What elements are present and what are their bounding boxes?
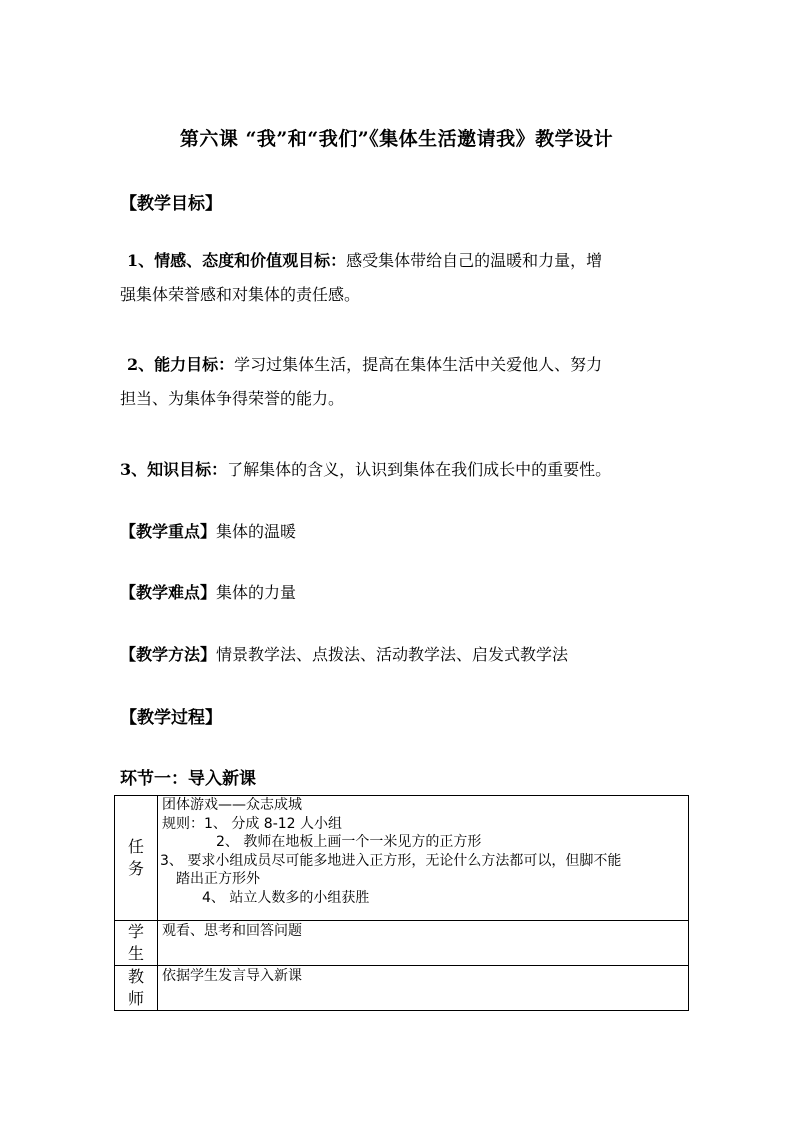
goal-3-text: 了解集体的含义，认识到集体在我们成长中的重要性。 (227, 460, 612, 479)
teacher-label-char-2: 师 (127, 989, 144, 1008)
task-line-5: 踏出正方形外 (176, 871, 260, 887)
key-point-label: 【教学重点】 (120, 522, 217, 541)
task-line-4: 3、 要求小组成员尽可能多地进入正方形，无论什么方法都可以，但脚不能 (160, 852, 622, 869)
teacher-content-cell (158, 966, 689, 1011)
task-label-cell (115, 796, 158, 921)
goal-2-text-line1: 学习过集体生活，提高在集体生活中关爱他人、努力 (234, 355, 603, 374)
task-line-2: 规则：1、 分成 8-12 人小组 (162, 815, 343, 832)
goal-2 (120, 348, 680, 416)
table-row-student (115, 921, 689, 966)
goal-2-label: 2、能力目标： (127, 355, 235, 374)
key-point-text: 集体的温暖 (216, 522, 297, 541)
lesson-flow-table (114, 795, 689, 1011)
table-row-teacher (115, 966, 689, 1011)
method (120, 642, 568, 665)
task-line-3: 2、 教师在地板上画一个一米见方的正方形 (216, 834, 482, 850)
table-row-task (115, 796, 689, 921)
task-line-1: 团体游戏——众志成城 (162, 797, 302, 813)
difficulty-label: 【教学难点】 (120, 583, 217, 602)
student-label-cell (115, 921, 158, 966)
task-content-cell (158, 796, 689, 921)
document-title: 第六课 “我”和“我们”《集体生活邀请我》教学设计 (179, 128, 614, 150)
student-label-char-2: 生 (127, 944, 144, 963)
goal-3-label: 3、知识目标： (120, 460, 228, 479)
teacher-label-cell (115, 966, 158, 1011)
task-label-char-1: 任 (127, 837, 144, 856)
teacher-label-char-1: 教 (127, 967, 144, 986)
task-label-char-2: 务 (127, 859, 144, 878)
student-content-cell (158, 921, 689, 966)
student-line-1: 观看、思考和回答问题 (162, 923, 302, 939)
stage1-heading: 环节一：导入新课 (120, 769, 256, 789)
method-text: 情景教学法、点拨法、活动教学法、启发式教学法 (216, 645, 569, 664)
goal-1-text-line1: 感受集体带给自己的温暖和力量，增 (346, 251, 603, 270)
teacher-line-1: 依据学生发言导入新课 (162, 968, 302, 984)
goal-1-text-line2: 强集体荣誉感和对集体的责任感。 (120, 285, 361, 304)
goal-2-text-line2: 担当、为集体争得荣誉的能力。 (120, 389, 345, 408)
goal-3 (120, 457, 611, 480)
method-label: 【教学方法】 (120, 645, 217, 664)
process-heading: 【教学过程】 (120, 708, 222, 728)
student-label-char-1: 学 (127, 922, 144, 941)
difficulty-text: 集体的力量 (216, 583, 297, 602)
difficulty (120, 580, 296, 603)
goal-1-label: 1、情感、态度和价值观目标： (127, 251, 347, 270)
goal-1 (120, 244, 680, 312)
objectives-heading: 【教学目标】 (120, 194, 222, 214)
key-point (120, 519, 296, 542)
task-line-6: 4、 站立人数多的小组获胜 (202, 889, 370, 906)
